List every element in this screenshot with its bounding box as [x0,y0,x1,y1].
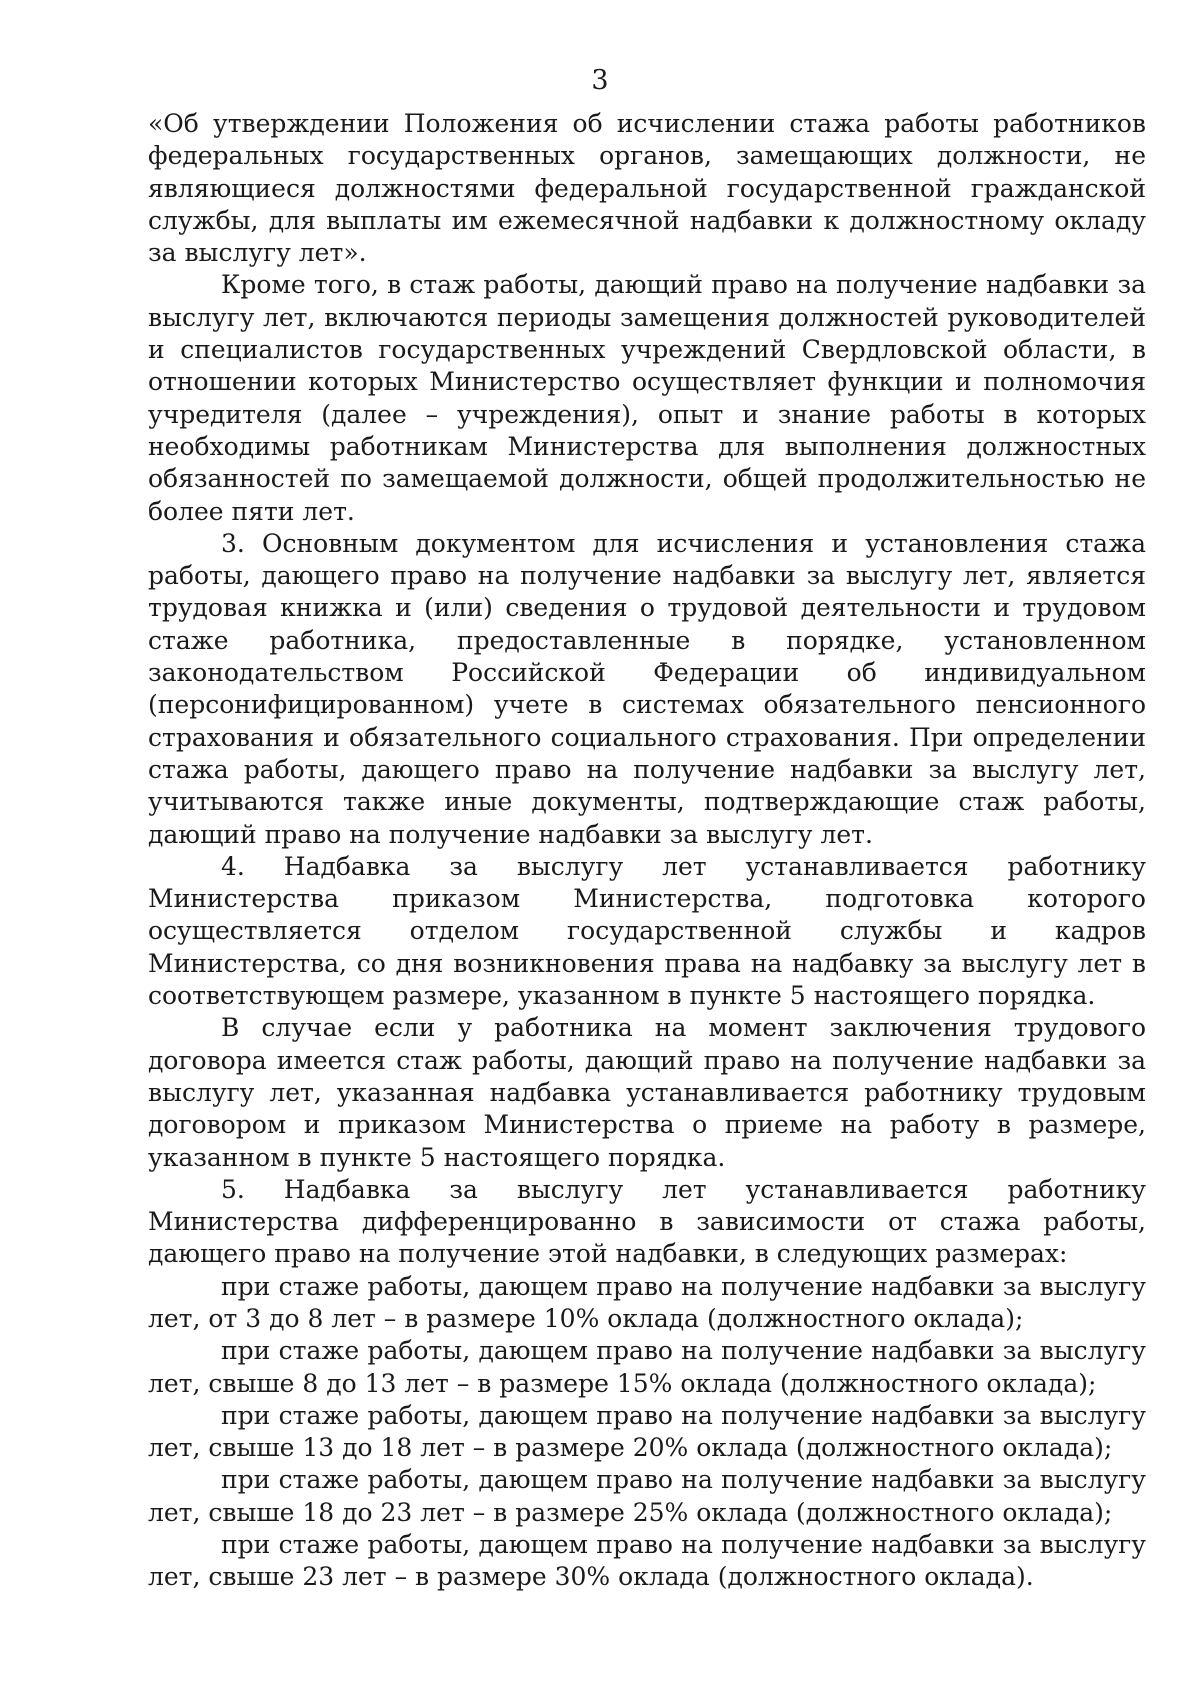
list-item-over-23-years: при стаже работы, дающем право на получение надбавки за выслугу лет, свыше 23 лет – в размере 30% оклада (должностного оклада). [148,1530,1146,1592]
list-item-3-to-8-years: при стаже работы, дающем право на получение надбавки за выслугу лет, от 3 до 8 лет – в размере 10% оклада (должностного оклада); [148,1271,1146,1333]
paragraph-item-5-differentiated-amounts: 5. Надбавка за выслугу лет устанавливается работнику Министерства дифференцированно в зависимости от стажа работы, дающего право на получение этой надбавки, в следующих размерах: [148,1174,1146,1269]
paragraph-item-3-main-document: 3. Основным документом для исчисления и установления стажа работы, дающего право на получение надбавки за выслугу лет, является трудовая книжка и (или) сведения о трудовой деятельности и трудовом стаже работника, предоставленные в порядке, установленном законодательством Российской Федерации об индивидуальном (персонифицированном) учете в системах обязательного пенсионного страхования и обязательного социального страхования. При определении стажа работы, дающего право на получение надбавки за выслугу лет, учитываются также иные документы, подтверждающие стаж работы, дающий право на получение надбавки за выслугу лет. [148,528,1146,849]
list-item-8-to-13-years: при стаже работы, дающем право на получение надбавки за выслугу лет, свыше 8 до 13 лет – в размере 15% оклада (должностного оклада); [148,1336,1146,1398]
paragraph-decree-title-continuation: «Об утверждении Положения об исчислении стажа работы работников федеральных государственных органов, замещающих должности, не являющиеся должностями федеральной государственной гражданской службы, для выплаты им ежемесячной надбавки к должностному окладу за выслугу лет». [148,109,1146,268]
list-item-13-to-18-years: при стаже работы, дающем право на получение надбавки за выслугу лет, свыше 13 до 18 лет – в размере 20% оклада (должностного оклада); [148,1400,1146,1463]
paragraph-additional-service-periods: Кроме того, в стаж работы, дающий право на получение надбавки за выслугу лет, включаются периоды замещения должностей руководителей и специалистов государственных учреждений Свердловской области, в отношении которых Министерство осуществляет функции и полномочия учредителя (далее – учреждения), опыт и знание работы в которых необходимы работникам Министерства для выполнения должностных обязанностей по замещаемой должности, общей продолжительностью не более пяти лет. [148,270,1146,526]
paragraph-item-4-employment-contract: В случае если у работника на момент заключения трудового договора имеется стаж работы, дающий право на получение надбавки за выслугу лет, указанная надбавка устанавливается работнику трудовым договором и приказом Министерства о приеме на работу в размере, указанном в пункте 5 настоящего порядка. [148,1013,1146,1172]
paragraph-item-4-order-establishment: 4. Надбавка за выслугу лет устанавливается работнику Министерства приказом Министерства, подготовка которого осуществляется отделом государственной службы и кадров Министерства, со дня возникновения права на надбавку за выслугу лет в соответствующем размере, указанном в пункте 5 настоящего порядка. [148,851,1146,1011]
page-number: 3 [591,65,609,96]
list-item-18-to-23-years: при стаже работы, дающем право на получение надбавки за выслугу лет, свыше 18 до 23 лет – в размере 25% оклада (должностного оклада); [148,1465,1146,1527]
document-body [148,108,1146,1594]
